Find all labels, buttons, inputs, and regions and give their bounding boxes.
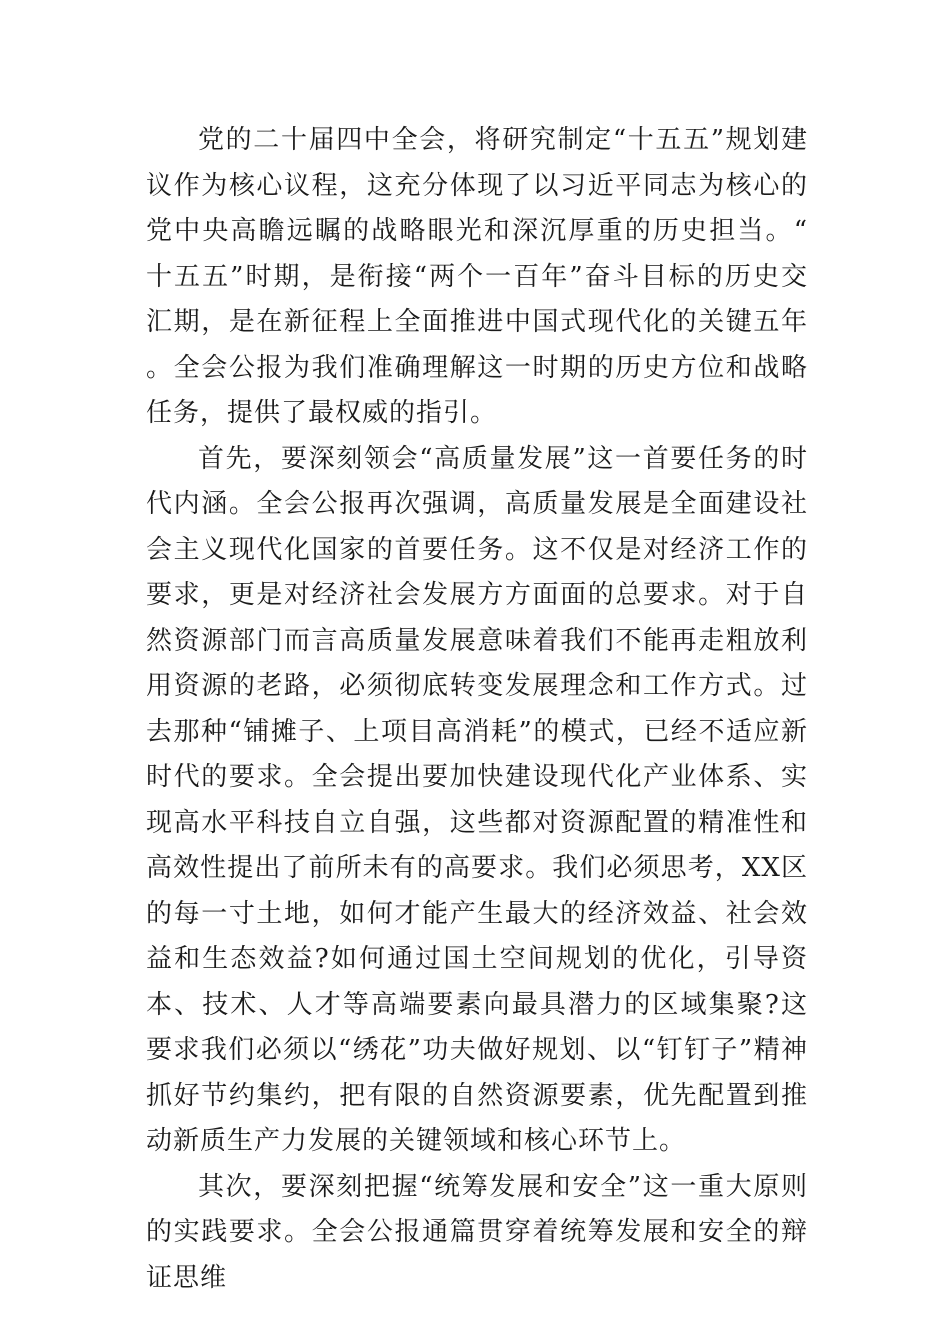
paragraph-high-quality-development: 首先，要深刻领会“高质量发展”这一首要任务的时代内涵。全会公报再次强调，高质量发展是全面建设社会主义现代化国家的首要任务。这不仅是对经济工作的要求，更是对经济社会发展方方面面的总要求。对于自然资源部门而言高质量发展意味着我们不能再走粗放利用资源的老路，必须彻底转变发展理念和工作方式。过去那种“铺摊子、上项目高消耗”的模式，已经不适应新时代的要求。全会提出要加快建设现代化产业体系、实现高水平科技自立自强，这些都对资源配置的精准性和高效性提出了前所未有的高要求。我们必须思考，XX区的每一寸土地，如何才能产生最大的经济效益、社会效益和生态效益?如何通过国土空间规划的优化，引导资本、技术、人才等高端要素向最具潜力的区域集聚?这要求我们必须以“绣花”功夫做好规划、以“钉钉子”精神抓好节约集约，把有限的自然资源要素，优先配置到推动新质生产力发展的关键领域和核心环节上。 [146,443,808,1156]
paragraph-development-and-security: 其次，要深刻把握“统筹发展和安全”这一重大原则的实践要求。全会公报通篇贯穿着统筹发展和安全的辩证思维 [146,1171,808,1293]
paragraph-intro: 党的二十届四中全会，将研究制定“十五五”规划建议作为核心议程，这充分体现了以习近平同志为核心的党中央高瞻远瞩的战略眼光和深沉厚重的历史担当。“十五五”时期，是衔接“两个一百年”奋斗目标的历史交汇期，是在新征程上全面推进中国式现代化的关键五年。全会公报为我们准确理解这一时期的历史方位和战略任务，提供了最权威的指引。 [146,125,808,428]
document-body [146,118,808,1301]
